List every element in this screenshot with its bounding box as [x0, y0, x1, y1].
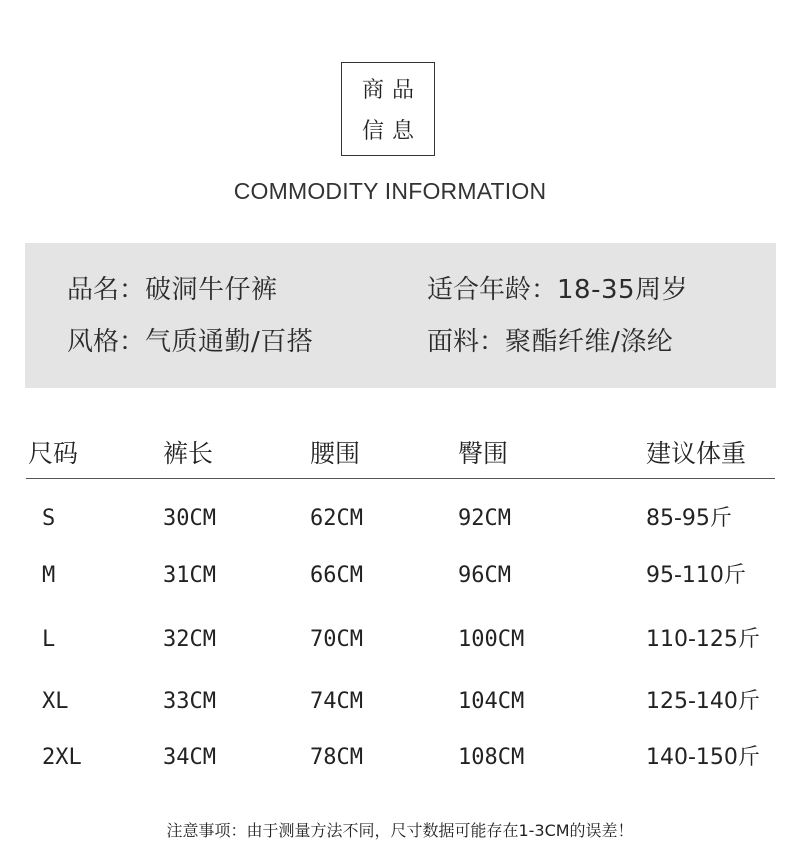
cell-hip: 104CM: [458, 689, 525, 714]
cell-length: 31CM: [163, 563, 216, 588]
table-row: [26, 504, 775, 534]
info-style-value: 气质通勤/百搭: [145, 327, 314, 357]
cell-length: 33CM: [163, 689, 216, 714]
info-material-value: 聚酯纤维/涤纶: [505, 327, 674, 357]
cell-length: 30CM: [163, 506, 216, 531]
info-age-value: 18-35周岁: [557, 275, 689, 305]
cell-size: M: [42, 563, 56, 588]
info-age: [427, 275, 688, 305]
header-size: 尺码: [28, 439, 79, 468]
cell-hip: 108CM: [458, 745, 525, 770]
info-style: [67, 327, 313, 357]
cell-size: L: [42, 627, 56, 652]
info-age-label: 适合年龄：: [427, 275, 558, 305]
cell-hip: 100CM: [458, 627, 525, 652]
info-name-value: 破洞牛仔裤: [145, 275, 278, 305]
info-name-label: 品名：: [67, 275, 146, 305]
cell-hip: 96CM: [458, 563, 511, 588]
cell-size: 2XL: [42, 745, 82, 770]
cell-weight: 95-110斤: [646, 563, 746, 588]
measurement-note: 注意事项：由于测量方法不同，尺寸数据可能存在1-3CM的误差！: [166, 821, 634, 840]
header-weight: 建议体重: [646, 439, 747, 468]
cell-length: 32CM: [163, 627, 216, 652]
cell-weight: 140-150斤: [646, 745, 760, 770]
cell-length: 34CM: [163, 745, 216, 770]
header-waist: 腰围: [310, 439, 361, 468]
cell-hip: 92CM: [458, 506, 511, 531]
cell-waist: 78CM: [310, 745, 363, 770]
table-row: [26, 687, 775, 717]
title-line-1: 商品: [361, 78, 422, 103]
info-style-label: 风格：: [67, 327, 146, 357]
table-row: [26, 561, 775, 591]
subtitle: COMMODITY INFORMATION: [233, 178, 547, 204]
cell-weight: 85-95斤: [646, 506, 732, 531]
cell-waist: 62CM: [310, 506, 363, 531]
info-name: [67, 275, 278, 305]
cell-waist: 70CM: [310, 627, 363, 652]
cell-waist: 74CM: [310, 689, 363, 714]
table-row: [26, 625, 775, 655]
title-line-2: 信息: [361, 119, 422, 144]
cell-size: XL: [42, 689, 69, 714]
cell-waist: 66CM: [310, 563, 363, 588]
cell-weight: 125-140斤: [646, 689, 760, 714]
header-hip: 臀围: [458, 439, 509, 468]
info-panel: [25, 243, 776, 388]
table-row: [26, 743, 775, 773]
info-material-label: 面料：: [427, 327, 506, 357]
cell-weight: 110-125斤: [646, 627, 760, 652]
header-length: 裤长: [163, 439, 214, 468]
info-material: [427, 327, 673, 357]
cell-size: S: [42, 506, 56, 531]
title-box: [341, 62, 435, 156]
header-divider: [26, 478, 775, 479]
